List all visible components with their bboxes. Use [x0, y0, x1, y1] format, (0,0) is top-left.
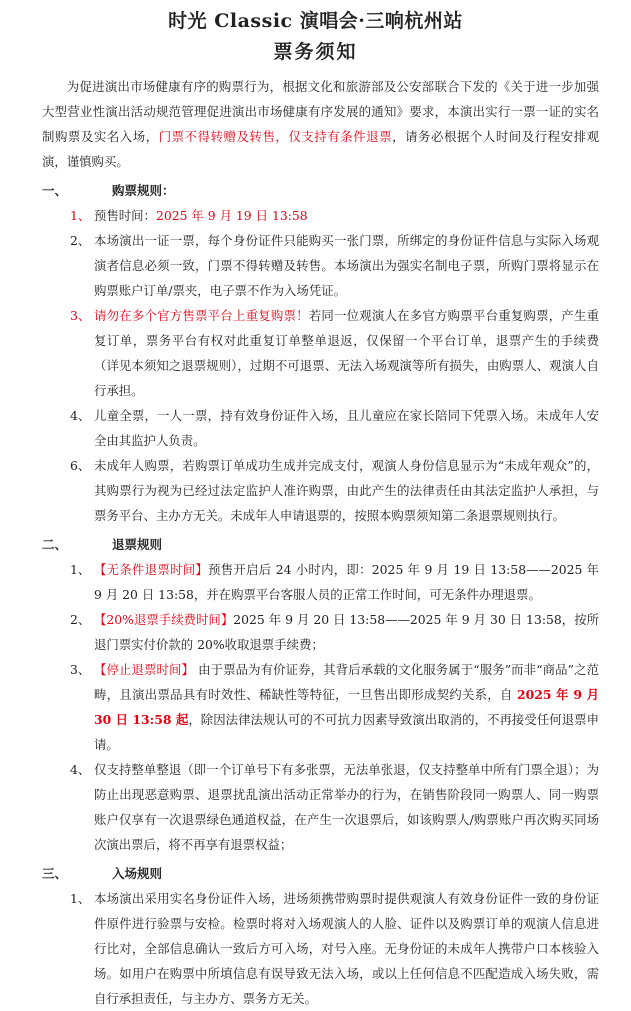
intro-paragraph [42, 74, 599, 174]
item-body: 由于票品为有价证券，其背后承载的文化服务属于“服务”而非“商品”之范畴，且演出票品具有时效性、稀缺性等特征，一旦售出即形成契约关系，自 [94, 662, 600, 702]
item-index: 1、 [70, 208, 91, 223]
list-item [70, 303, 599, 403]
item-body: 预售开启后 24 小时内，即：2025 年 9 月 19 日 13:58——2025 年 9 月 20 日 13:58，并在购票平台客服人员的正常工作时间，可无条件办理退票。 [94, 562, 600, 602]
list-item [70, 453, 599, 528]
stop-refund-date: 2025 年 9 月 30 日 13:58 起 [94, 687, 599, 727]
item-body: 若同一位观演人在多官方购票平台重复购票，产生重复订单，票务平台有权对此重复订单整单退返，仅保留一个平台订单，退票产生的手续费（详见本须知之退票规则），过期不可退票、无法入场观演等所有损失，由购票人、观演人自行承担。 [94, 308, 600, 398]
item-index: 1、 [70, 562, 91, 577]
refund-tag: 【停止退票时间】 [94, 662, 195, 677]
item-text [94, 657, 599, 757]
item-index: 1、 [70, 891, 91, 906]
list-item [70, 403, 599, 453]
item-text [94, 607, 599, 657]
list-item [70, 228, 599, 303]
list-item [70, 657, 599, 757]
section-number: 三、 [42, 866, 68, 881]
item-index: 2、 [70, 612, 91, 627]
page-subtitle: 票务须知 [273, 41, 358, 63]
presale-time: 2025 年 9 月 19 日 13:58 [155, 208, 308, 223]
list-item [70, 557, 599, 607]
item-index: 3、 [70, 662, 91, 677]
item-index: 3、 [70, 308, 91, 323]
section-title: 入场规则 [112, 866, 163, 881]
item-index: 4、 [70, 408, 91, 423]
list-item [70, 757, 599, 857]
section-heading-purchase [42, 178, 609, 203]
item-text [94, 203, 599, 228]
item-text: 儿童全票，一人一票，持有效身份证件入场，且儿童应在家长陪同下凭票入场。未成年人安全由其监护人负责。 [94, 408, 599, 448]
item-text: 本场演出一证一票，每个身份证件只能购买一张门票，所绑定的身份证件信息与实际入场观演者信息必须一致，门票不得转赠及转售。本场演出为强实名制电子票，所购门票将显示在购票账户订单/票夹，电子票不作为入场凭证。 [94, 233, 599, 298]
list-item [70, 203, 599, 228]
refund-tag: 【20%退票手续费时间】 [94, 612, 234, 627]
item-text [94, 557, 599, 607]
item-label: 预售时间： [94, 208, 156, 223]
item-body-end: ，除因法律法规认可的不可抗力因素导致演出取消的，不再接受任何退票申请。 [94, 712, 599, 752]
item-index: 6、 [70, 458, 91, 473]
item-text [94, 303, 599, 403]
intro-warning: 门票不得转赠及转售，仅支持有条件退票 [158, 129, 393, 144]
section-number: 二、 [42, 537, 68, 552]
list-item [70, 607, 599, 657]
item-index: 4、 [70, 762, 91, 777]
item-text: 仅支持整单整退（即一个订单号下有多张票，无法单张退，仅支持整单中所有门票全退）；为防止出现恶意购票、退票扰乱演出活动正常举办的行为，在销售阶段同一购票人、同一购票账户仅享有一次退票绿色通道权益，在产生一次退票后，如该购票人/购票账户再次购买同场次演出票后，将不再享有退票权益； [94, 762, 599, 852]
refund-tag: 【无条件退票时间】 [94, 562, 209, 577]
page-title: 时光 Classic 演唱会·三响杭州站 [168, 10, 463, 32]
item-text: 未成年人购票，若购票订单成功生成并完成支付，观演人身份信息显示为“未成年观众”的，其购票行为视为已经过法定监护人准许购票，由此产生的法律责任由其法定监护人承担，与票务平台、主办方无关。未成年人申请退票的，按照本购票须知第二条退票规则执行。 [94, 458, 599, 523]
section-heading-refund [42, 532, 609, 557]
section-title: 退票规则 [112, 537, 163, 552]
duplicate-warning: 请勿在多个官方售票平台上重复购票！ [94, 308, 309, 323]
section-number: 一、 [42, 183, 68, 198]
item-index: 2、 [70, 233, 91, 248]
intro-text-a: 为促进演出市场健康有序的购票行为，根据文化和旅游部及公安部联合下发的《关于进一步加强大型营业性演出活动规范管理促进演出市场健康有序发展的通知》要求，本演出实行一票一证的实名制购票及实名入场， [42, 79, 599, 144]
intro-text-b: ，请务必根据个人时间及行程安排观演，谨慎购买。 [42, 129, 600, 169]
section-title: 购票规则： [112, 183, 175, 198]
item-text: 本场演出采用实名身份证件入场，进场须携带购票时提供观演人有效身份证件一致的身份证件原件进行验票与安检。检票时将对入场观演人的人脸、证件以及购票订单的观演人信息进行比对，全部信息确认一致后方可入场，对号入座。无身份证的未成年人携带户口本核验入场。如用户在购票中所填信息有误导致无法入场，或以上任何信息不匹配造成入场失败，需自行承担责任，与主办方、票务方无关。 [94, 891, 599, 1006]
item-body: 2025 年 9 月 20 日 13:58——2025 年 9 月 30 日 13:58，按所退门票实付价款的 20%收取退票手续费； [94, 612, 599, 652]
list-item [70, 886, 599, 1011]
